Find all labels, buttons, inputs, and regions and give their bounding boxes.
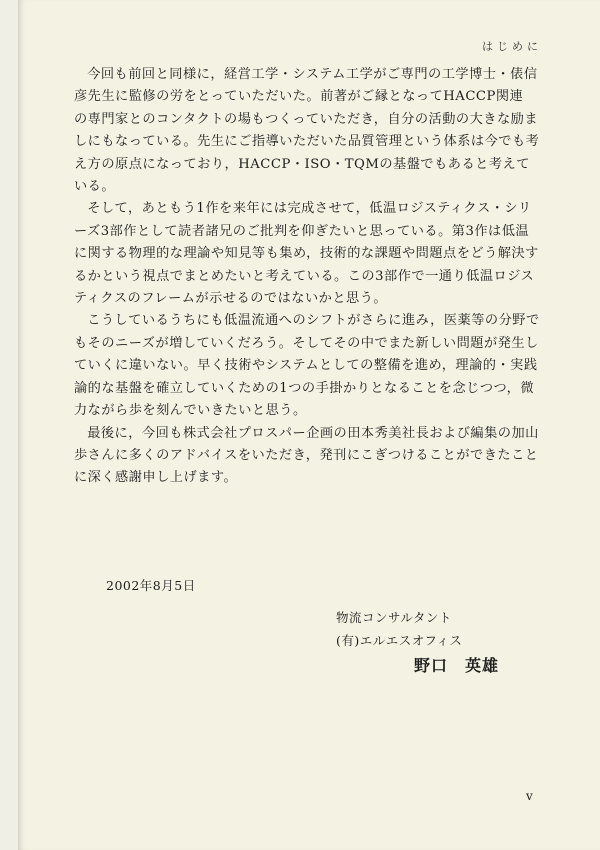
text-line: 最後に，今回も株式会社プロスパー企画の田本秀美社長および編集の加山 bbox=[87, 425, 539, 441]
text-line: 歩さんに多くのアドバイスをいただき，発刊にこぎつけることができたこと bbox=[74, 447, 539, 463]
text-line: しにもなっている。先生にご指導いただいた品質管理という体系は今でも考 bbox=[74, 134, 540, 150]
text-line: に深く感謝申し上げます。 bbox=[74, 470, 238, 486]
text-line: ーズ3部作として読者諸兄のご批判を仰ぎたいと思っている。第3作は低温 bbox=[74, 223, 530, 239]
text-line: ティクスのフレームが示せるのではないかと思う。 bbox=[74, 291, 388, 307]
text-line: 今回も前回と同様に，経営工学・システム工学がご専門の工学博士・俵信 bbox=[87, 67, 538, 82]
text-line: 彦先生に監修の労をとっていただいた。前著がご縁となってHACCP関連 bbox=[74, 89, 524, 105]
date: 2002年8月5日 bbox=[106, 578, 196, 593]
paragraph-4 bbox=[74, 423, 546, 490]
text-line: え方の原点になっており，HACCP・ISO・TQMの基盤でもあると考えて bbox=[74, 156, 530, 172]
text-line: いる。 bbox=[74, 179, 116, 195]
text-line: こうしているうちにも低温流通へのシフトがさらに進み，医薬等の分野で bbox=[87, 313, 540, 329]
running-head: はじめに bbox=[482, 40, 542, 53]
text-line: ていくに違いない。早く技術やシステムとしての整備を進め，理論的・実践 bbox=[74, 358, 538, 374]
signature-title: 物流コンサルタント bbox=[336, 610, 452, 625]
text-line: の専門家とのコンタクトの場もつくっていただき，自分の活動の大きな励ま bbox=[74, 111, 539, 127]
text-line: そして，あともう1作を来年には完成させて，低温ロジスティクス・シリ bbox=[87, 201, 532, 217]
text-line: に関する物理的な理論や知見等も集め，技術的な課題や問題点をどう解決す bbox=[74, 246, 539, 262]
preface-body bbox=[74, 64, 546, 490]
signature-name: 野口 英雄 bbox=[414, 656, 500, 675]
paragraph-3 bbox=[74, 310, 546, 422]
text-line: もそのニーズが増していくだろう。そしてその中でまた新しい問題が発生し bbox=[74, 335, 539, 351]
paragraph-2 bbox=[74, 198, 546, 310]
book-page bbox=[18, 0, 600, 850]
text-line: 論的な基盤を確立していくための1つの手掛かりとなることを念じつつ，微 bbox=[74, 380, 535, 396]
page-number: v bbox=[526, 789, 533, 803]
signature-company: (有)エルエスオフィス bbox=[336, 633, 463, 648]
paragraph-1 bbox=[74, 64, 546, 198]
text-line: 力ながら歩を刻んでいきたいと思う。 bbox=[74, 403, 307, 419]
text-line: るかという視点でまとめたいと考えている。この3部作で一通り低温ロジス bbox=[74, 268, 535, 284]
